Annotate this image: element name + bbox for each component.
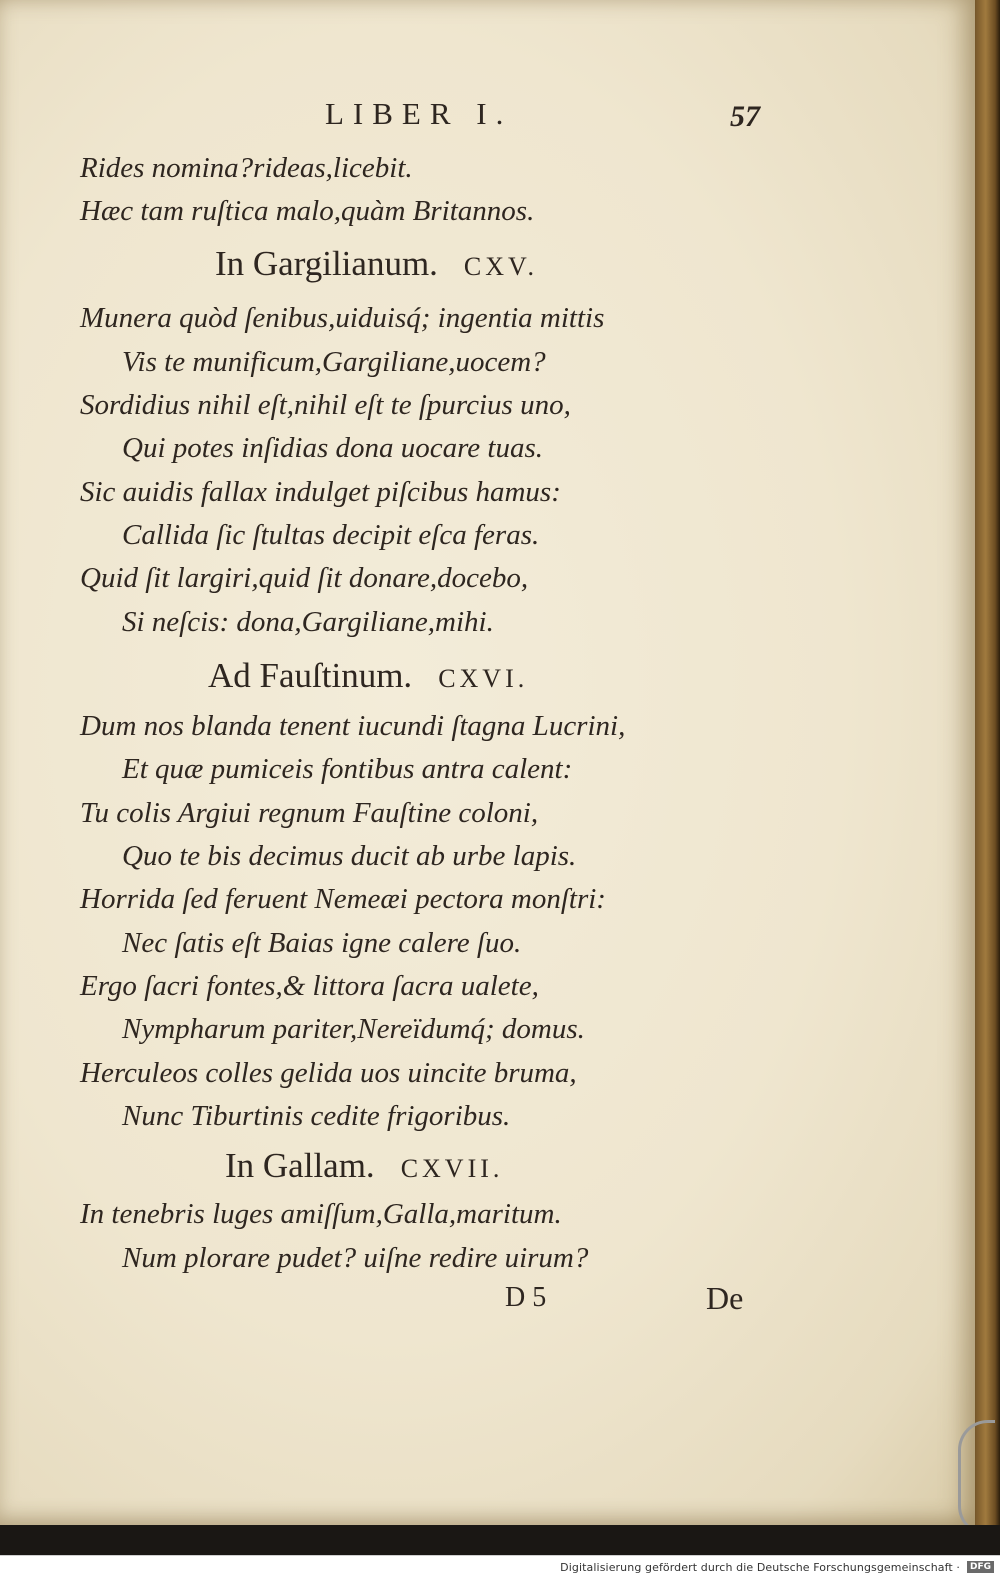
poem-line: Munera quòd ſenibus,uiduisq́; ingentia mittis	[80, 302, 605, 334]
poem-line: Vis te munificum,Gargiliane,uocem?	[122, 346, 546, 378]
poem-line: Et quæ pumiceis fontibus antra calent:	[122, 753, 573, 785]
scan-background	[0, 1525, 1000, 1555]
epigram-title: In Gargilianum.	[215, 244, 438, 283]
page-number: 57	[730, 100, 760, 133]
epigram-number: CXV.	[463, 252, 538, 281]
epigram-number: CXVI.	[438, 664, 529, 693]
epigram-title: In Gallam.	[225, 1146, 375, 1185]
poem-line: Tu colis Argiui regnum Fauſtine coloni,	[80, 797, 539, 829]
poem-line: Si neſcis: dona,Gargiliane,mihi.	[122, 606, 494, 638]
poem-line: Quid ſit largiri,quid ſit donare,docebo,	[80, 562, 529, 594]
catchword: De	[706, 1280, 744, 1316]
poem-line: Ergo ſacri fontes,& littora ſacra ualete,	[80, 970, 539, 1002]
poem-line: Hæc tam ruſtica malo,quàm Britannos.	[80, 195, 535, 227]
poem-line: Sordidius nihil eſt,nihil eſt te ſpurcius uno,	[80, 389, 571, 421]
epigram-heading	[225, 1146, 503, 1186]
poem-line: In tenebris luges amiſſum,Galla,maritum.	[80, 1198, 562, 1230]
poem-line: Qui potes inſidias dona uocare tuas.	[122, 432, 544, 464]
epigram-heading	[215, 244, 538, 284]
poem-line: Herculeos colles gelida uos uincite bruma,	[80, 1057, 577, 1089]
page-clip	[958, 1420, 995, 1536]
dfg-logo: DFG	[967, 1561, 994, 1573]
digitization-footer	[0, 1555, 1000, 1579]
signature-mark: D 5	[505, 1282, 547, 1313]
poem-line: Nec ſatis eſt Baias igne calere ſuo.	[122, 927, 522, 959]
poem-line: Quo te bis decimus ducit ab urbe lapis.	[122, 840, 577, 872]
running-head: LIBER I.	[325, 96, 513, 131]
poem-line: Callida ſic ſtultas decipit eſca feras.	[122, 519, 540, 551]
epigram-heading	[208, 656, 528, 696]
epigram-title: Ad Fauſtinum.	[208, 656, 413, 695]
funding-note: Digitalisierung gefördert durch die Deutsche Forschungsgemeinschaft ·	[560, 1561, 960, 1574]
poem-line: Dum nos blanda tenent iucundi ſtagna Lucrini,	[80, 710, 626, 742]
poem-line: Horrida ſed feruent Nemeæi pectora monſtri:	[80, 883, 606, 915]
poem-line: Nunc Tiburtinis cedite frigoribus.	[122, 1100, 511, 1132]
poem-line: Sic auidis fallax indulget piſcibus hamus:	[80, 476, 561, 508]
poem-line: Nympharum pariter,Nereïdumq́; domus.	[122, 1013, 585, 1045]
epigram-number: CXVII.	[400, 1154, 504, 1183]
poem-line: Num plorare pudet? uiſne redire uirum?	[122, 1242, 589, 1274]
poem-line: Rides nomina?rideas,licebit.	[80, 152, 413, 184]
